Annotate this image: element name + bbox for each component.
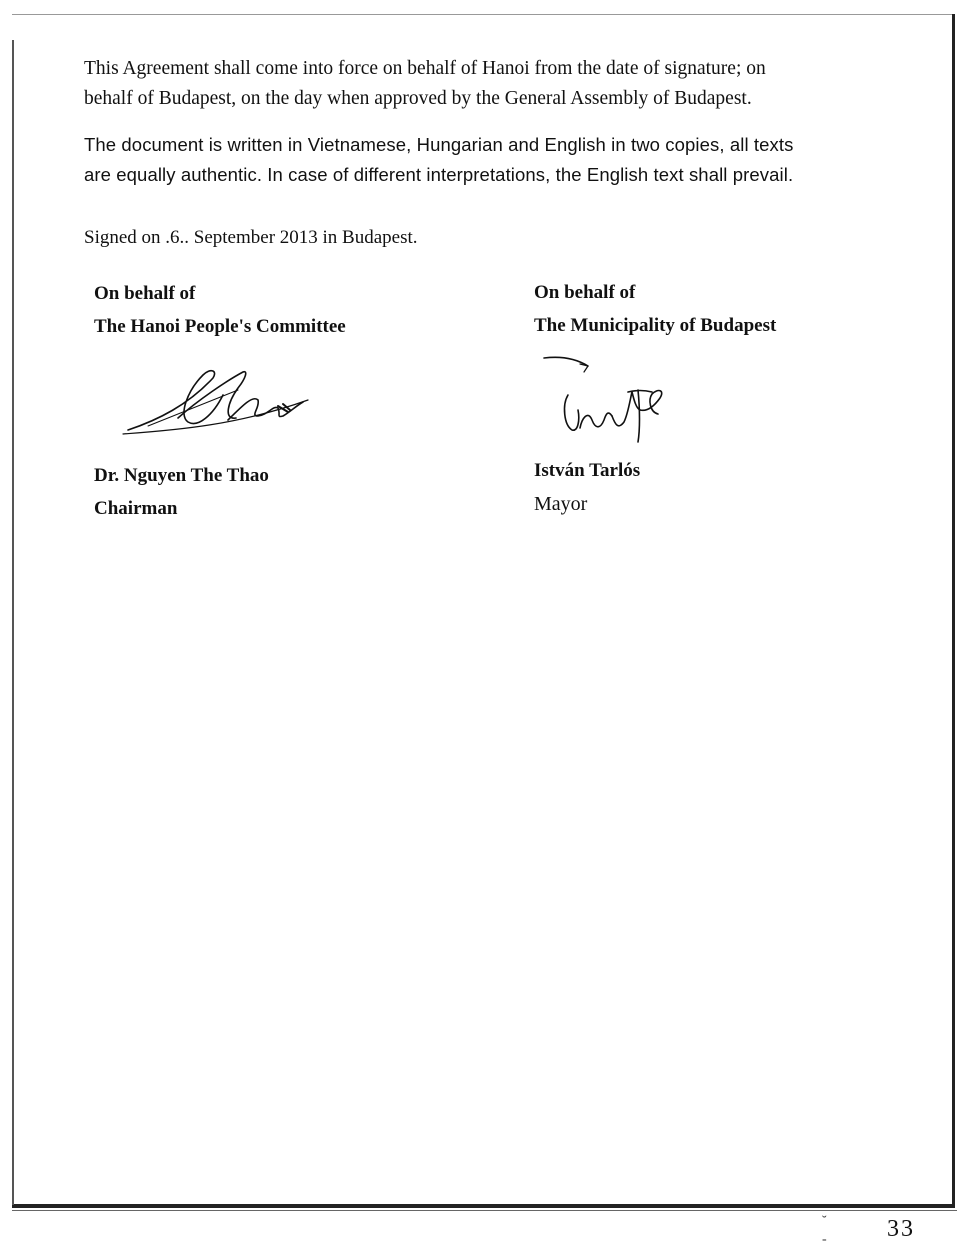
frame-left-border [12, 40, 14, 1205]
left-on-behalf: On behalf of [94, 283, 196, 304]
paragraph-languages [84, 136, 934, 196]
paragraph-line: are equally authentic. In case of different interpretations, the English text shall prevail. [84, 164, 794, 185]
left-signatory-block [94, 465, 269, 531]
paragraph-line: The document is written in Vietnamese, Hungarian and English in two copies, all texts [84, 134, 794, 155]
left-signature [118, 360, 318, 440]
right-organization: The Municipality of Budapest [534, 315, 777, 336]
signed-date-line: Signed on .6.. September 2013 in Budapest. [84, 227, 418, 248]
right-party-block [534, 282, 776, 348]
right-signatory-title: Mayor [534, 493, 588, 515]
page-number: 33 [887, 1216, 915, 1242]
scan-mark: - [822, 1232, 827, 1247]
paragraph-entry-into-force [84, 59, 934, 119]
paragraph-line: behalf of Budapest, on the day when approved by the General Assembly of Budapest. [84, 88, 752, 109]
left-organization: The Hanoi People's Committee [94, 316, 346, 337]
left-party-block [94, 283, 346, 349]
left-signatory-title: Chairman [94, 498, 178, 519]
left-signatory-name: Dr. Nguyen The Thao [94, 465, 269, 486]
paragraph-line: This Agreement shall come into force on behalf of Hanoi from the date of signature; on [84, 58, 766, 79]
frame-bottom-rule [12, 1210, 957, 1211]
right-signatory-name: István Tarlós [534, 460, 641, 481]
frame-top-border [12, 14, 952, 15]
right-on-behalf: On behalf of [534, 282, 636, 303]
right-signatory-block [534, 460, 640, 526]
right-signature [540, 350, 680, 445]
scan-mark: ˘ [822, 1214, 827, 1229]
